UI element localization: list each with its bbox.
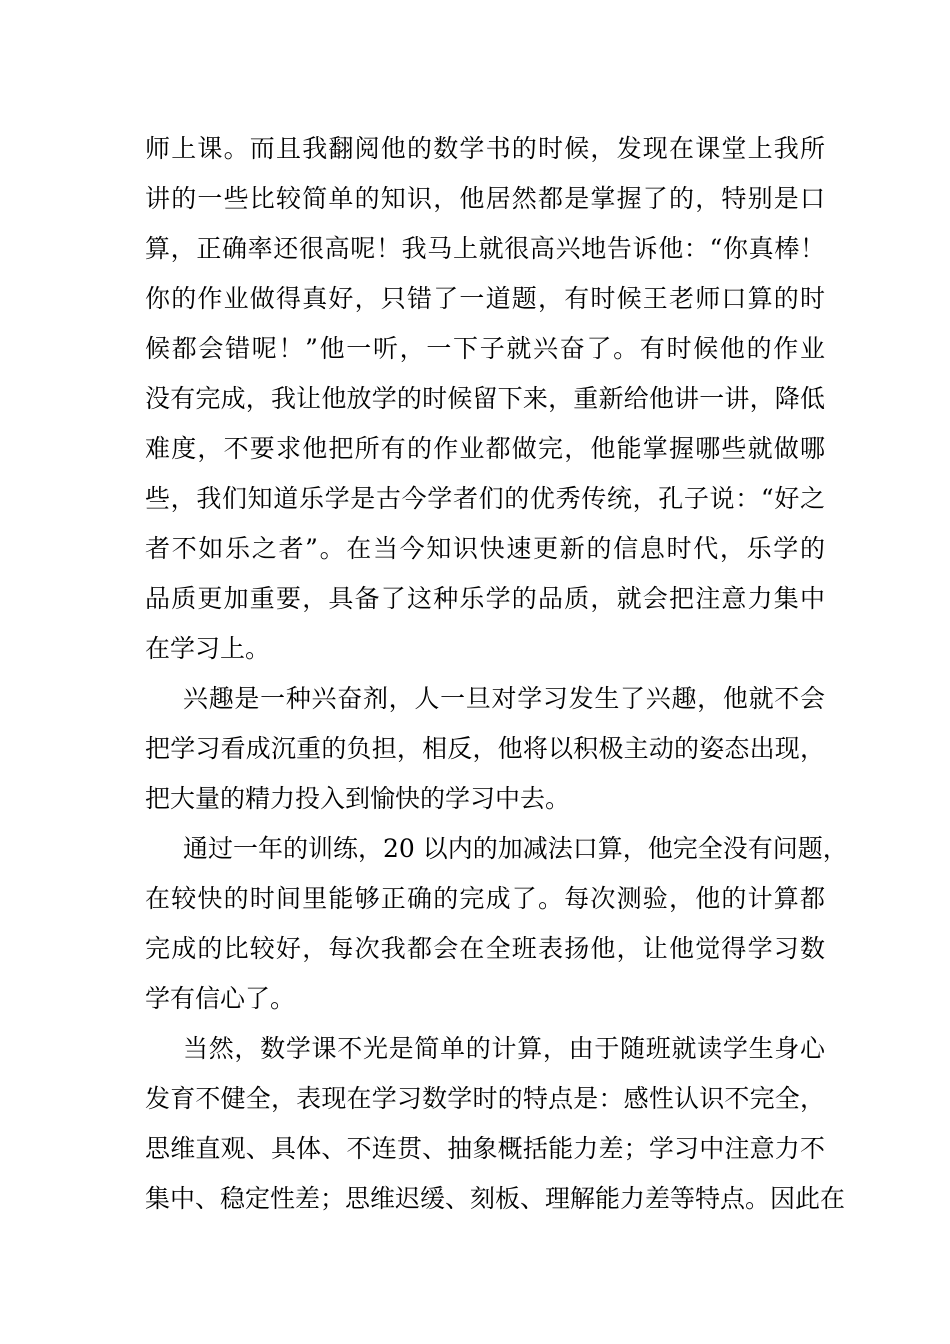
text-line: 把学习看成沉重的负担，相反，他将以积极主动的姿态出现， (145, 734, 825, 763)
text-line: 没有完成，我让他放学的时候留下来，重新给他讲一讲，降低 (145, 384, 825, 413)
paragraph-first-line: 通过一年的训练，20 以内的加减法口算，他完全没有问题， (183, 834, 848, 863)
text-line: 完成的比较好，每次我都会在全班表扬他，让他觉得学习数 (145, 934, 825, 963)
text-line: 在学习上。 (145, 634, 271, 663)
text-line: 在较快的时间里能够正确的完成了。每次测验，他的计算都 (145, 884, 825, 913)
text-line: 品质更加重要，具备了这种乐学的品质，就会把注意力集中 (145, 584, 825, 613)
paragraph-first-line: 兴趣是一种兴奋剂，人一旦对学习发生了兴趣，他就不会 (183, 684, 825, 713)
text-line: 思维直观、具体、不连贯、抽象概括能力差；学习中注意力不 (145, 1134, 825, 1163)
text-line: 者不如乐之者”。在当今知识快速更新的信息时代，乐学的 (145, 534, 825, 563)
text-line: 集中、稳定性差；思维迟缓、刻板、理解能力差等特点。因此在 (145, 1184, 846, 1213)
text-line: 发育不健全，表现在学习数学时的特点是：感性认识不完全， (145, 1084, 825, 1113)
text-line: 些，我们知道乐学是古今学者们的优秀传统，孔子说：“好之 (145, 484, 825, 513)
text-line: 难度，不要求他把所有的作业都做完，他能掌握哪些就做哪 (145, 434, 825, 463)
text-line: 讲的一些比较简单的知识，他居然都是掌握了的，特别是口 (145, 184, 825, 213)
text-line: 候都会错呢！”他一听，一下子就兴奋了。有时候他的作业 (145, 334, 825, 363)
text-line: 你的作业做得真好，只错了一道题，有时候王老师口算的时 (145, 284, 825, 313)
text-line: 把大量的精力投入到愉快的学习中去。 (145, 784, 571, 813)
text-line: 学有信心了。 (145, 984, 296, 1013)
paragraph-first-line: 当然，数学课不光是简单的计算，由于随班就读学生身心 (183, 1034, 825, 1063)
text-line: 算，正确率还很高呢！我马上就很高兴地告诉他：“你真棒！ (145, 234, 825, 263)
text-line: 师上课。而且我翻阅他的数学书的时候，发现在课堂上我所 (145, 134, 825, 163)
